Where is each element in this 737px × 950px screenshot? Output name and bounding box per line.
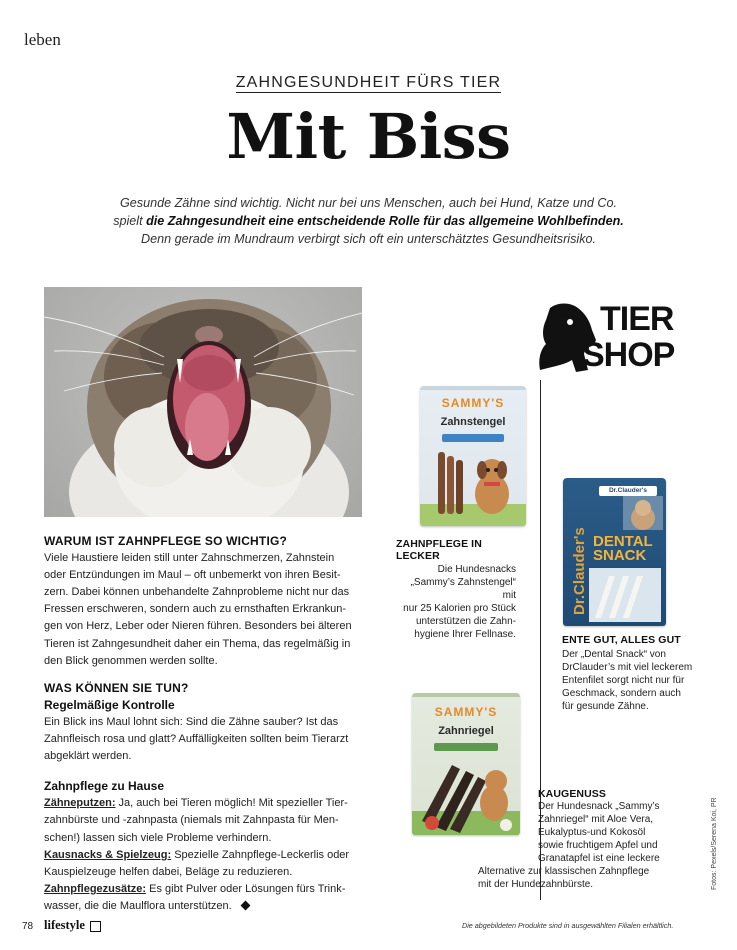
package-brand: SAMMY'S [441,396,505,410]
product-caption-2 [562,634,712,713]
logo-line-2: SHOP [582,336,675,374]
caption-line: Der „Dental Snack“ von [562,649,666,660]
intro-line-1: Gesunde Zähne sind wichtig. Nicht nur bei uns Menschen, auch bei Hund, Katze und Co. [119,196,618,210]
list-item-label: Zähneputzen: [44,797,116,810]
text-line: oder Entzündungen im Maul – oft unbemerkt von ihren Besit- [44,569,341,582]
caption-line: Entenfilet sorgt nicht nur für [562,675,685,686]
package-brand-vertical: Dr.Clauder's [571,527,588,615]
text-line: den Blick genommen werden sollte. [44,654,218,667]
article-paragraph-1 [44,550,374,670]
caption-line: Geschmack, sondern auch [562,688,681,699]
product-package-zahnstengel [420,386,526,526]
package-brand-tag: Dr.Clauder's [599,486,657,496]
cat-illustration [44,287,362,517]
article-list [44,795,374,915]
text-line: zahnbürste und -zahnpasta (niemals mit Zahnpasta für Men- [44,814,339,827]
end-mark-icon [240,901,250,911]
intro-line-2-bold: die Zahngesundheit eine entscheidende Rolle für das allgemeine Wohlbefinden. [146,214,624,228]
kicker-text: ZAHNGESUNDHEIT FÜRS TIER [235,74,502,91]
caption-text [562,648,712,713]
product-caption-1 [396,538,516,641]
caption-line: unterstützen die Zahn- [415,616,516,627]
page-number: 78 [22,921,34,932]
product-package-dental-snack [563,478,666,626]
caption-text [396,563,516,641]
caption-line: mit der Hundezahnbürste. [478,879,594,890]
list-item-line [44,795,374,812]
article-paragraph-2 [44,714,374,765]
list-item-label: Kausnacks & Spielzeug: [44,848,172,861]
tiershop-logo [536,300,686,376]
text-line: zern. Dabei können unbehandelte Zahnprobleme nicht nur das [44,586,350,599]
intro-line-2 [60,212,677,230]
cat-photo [44,287,362,517]
article-subheading-1: Regelmäßige Kontrolle [44,697,175,712]
article-heading-1: WARUM IST ZAHNPFLEGE SO WICHTIG? [44,534,288,548]
text-segment: Es gibt Pulver oder Lösungen fürs Trink- [146,882,346,895]
caption-line: sowie fruchtigem Apfel und [538,840,658,851]
package-name: Zahnriegel [438,725,494,737]
product-caption-3-heading [538,788,668,800]
caption-line: Alternative zur klassischen Zahnpflege [478,866,650,877]
brand-mark-icon [90,921,101,932]
intro [60,194,677,248]
caption-heading: ENTE GUT, ALLES GUT [562,634,681,646]
intro-line-3: Denn gerade im Mundraum verbirgt sich oft ein unterschätztes Gesundheitsrisiko. [141,232,596,246]
caption-line: DrClauder’s mit viel leckerem [562,662,693,673]
list-item-line [44,881,374,898]
product-caption-3-text [478,800,668,891]
photo-credit: Fotos: Pexels/Serena Koi, PR [711,797,718,890]
caption-line: Die Hundesnacks [437,564,516,575]
package-brand: SAMMY'S [434,705,498,719]
text-line: schen!) lassen sich viele Probleme verhindern. [44,831,272,844]
article [44,533,374,915]
list-item-label: Zahnpflegezusätze: [44,882,147,895]
text-segment: Spezielle Zahnpflege-Leckerlis oder [171,848,350,861]
caption-heading: ZAHNPFLEGE IN LECKER [396,538,482,562]
caption-line: Granatapfel ist eine leckere [538,853,660,864]
caption-line: Eukalyptus-und Kokosöl [538,827,646,838]
package-name: Zahnstengel [440,416,506,428]
text-line: Zahnfleisch rosa und glatt? Auffälligkeiten sollten beim Tierarzt [44,733,349,746]
footer-note: Die abgebildeten Produkte sind in ausgewählten Filialen erhältlich. [462,921,674,930]
text-line: Fressen erschweren, sondern auch zu ernsthaften Erkrankun- [44,603,347,616]
article-heading-2: WAS KÖNNEN SIE TUN? [44,680,189,695]
package-name-2: SNACK [593,547,647,564]
text-line: Tieren ist Zahngesundheit daher ein Thema, das regelmäßig in [44,637,351,650]
package-name-1: DENTAL [593,533,653,550]
list-item-line [44,898,374,915]
text-segment: wasser, die die Maulflora unterstützen. [44,899,232,912]
intro-line-2-pre: spielt [113,214,147,228]
magazine-brand [44,918,101,933]
headline: Mit Biss [226,100,511,173]
caption-line: Der Hundesnack „Sammy’s [538,801,660,812]
text-line: abgeklärt werden. [44,750,132,763]
text-segment: Ja, auch bei Tieren möglich! Mit spezieller Tier- [115,797,348,810]
text-line: Kauspielzeuge helfen dabei, Beläge zu reduzieren. [44,865,293,878]
caption-line: hygiene Ihrer Fellnase. [414,629,516,640]
package-art [589,568,661,622]
kicker [0,74,737,92]
text-line: Viele Haustiere leiden still unter Zahnschmerzen, Zahnstein [44,552,335,565]
caption-line: für gesunde Zähne. [562,701,649,712]
list-item-line [44,847,374,864]
text-line: gen von Herz, Leber oder Nieren führen. Besonders bei älteren [44,620,352,633]
caption-line: Zahnriegel“ mit Aloe Vera, [538,814,654,825]
caption-line: „Sammy’s Zahnstengel“ mit [410,577,516,601]
logo-line-1: TIER [600,300,674,338]
caption-line: nur 25 Kalorien pro Stück [403,603,516,614]
article-subheading-2: Zahnpflege zu Hause [44,779,165,794]
caption-heading: KAUGENUSS [538,788,606,800]
section-label: leben [24,30,61,49]
package-art [420,442,526,526]
text-line: Ein Blick ins Maul lohnt sich: Sind die Zähne sauber? Ist das [44,715,339,728]
dog-photo-icon [623,496,663,530]
brand-text: lifestyle [44,918,85,932]
